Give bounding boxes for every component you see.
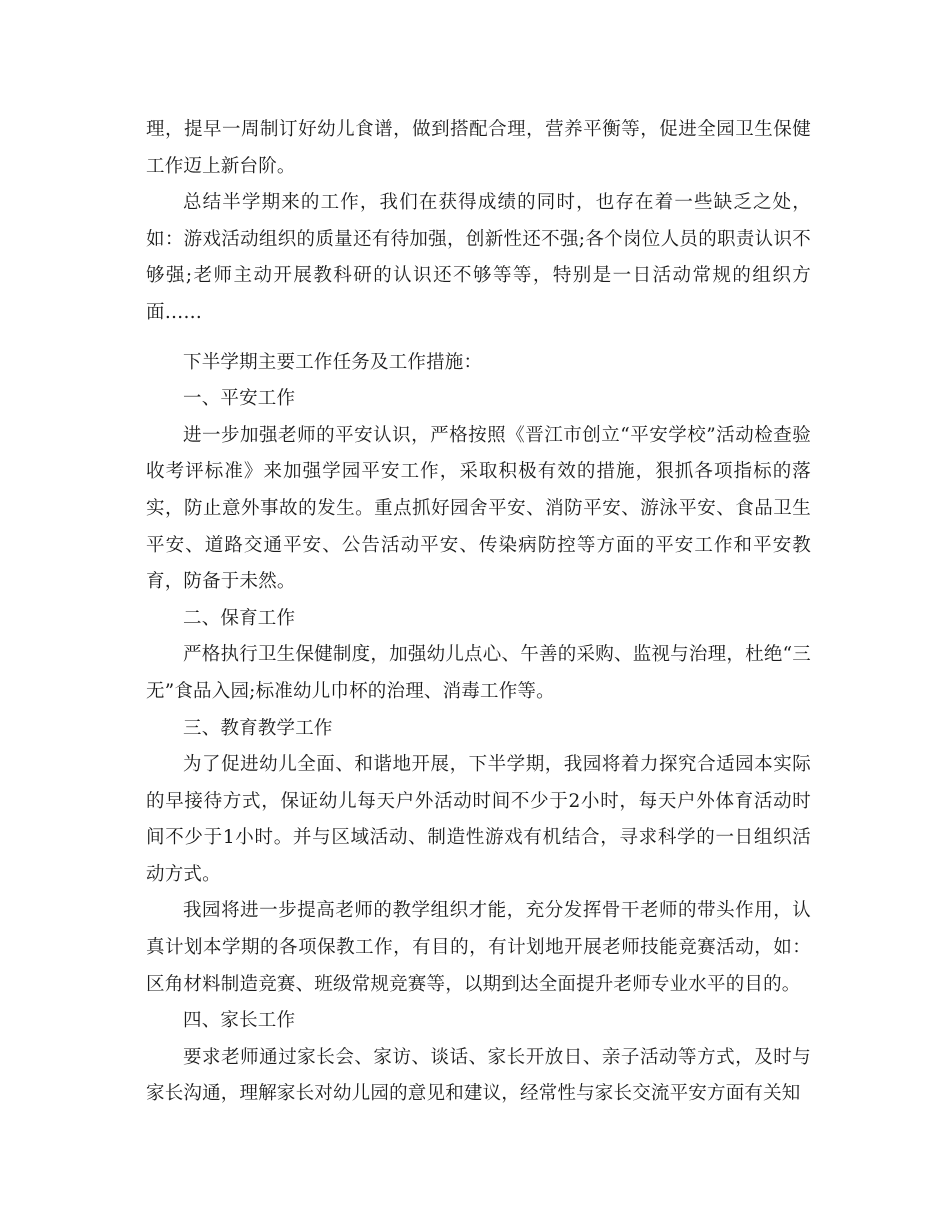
paragraph-continuation: 理，提早一周制订好幼儿食谱，做到搭配合理，营养平衡等，促进全园卫生保健工作迈上新台阶。 bbox=[146, 119, 811, 177]
section-intro: 下半学期主要工作任务及工作措施： bbox=[183, 351, 483, 373]
heading-care-work: 二、保育工作 bbox=[183, 607, 296, 629]
paragraph-care-work: 严格执行卫生保健制度，加强幼儿点心、午善的采购、监视与治理，杜绝“三无”食品入园;标准幼儿巾杯的治理、消毒工作等。 bbox=[146, 644, 811, 702]
heading-safety-work: 一、平安工作 bbox=[183, 388, 296, 410]
paragraph-teacher-skills: 我园将进一步提高老师的教学组织才能，充分发挥骨干老师的带头作用，认真计划本学期的各项保教工作，有目的，有计划地开展老师技能竞赛活动，如：区角材料制造竞赛、班级常规竞赛等，以期到达全面提升老师专业水平的目的。 bbox=[146, 900, 811, 995]
heading-teaching-work: 三、教育教学工作 bbox=[183, 717, 333, 739]
heading-parent-work: 四、家长工作 bbox=[183, 1010, 296, 1032]
paragraph-summary: 总结半学期来的工作，我们在获得成绩的同时，也存在着一些缺乏之处，如：游戏活动组织的质量还有待加强，创新性还不强;各个岗位人员的职责认识不够强;老师主动开展教科研的认识还不够等等，特别是一日活动常规的组织方面…… bbox=[146, 192, 811, 323]
paragraph-safety-work: 进一步加强老师的平安认识，严格按照《晋江市创立“平安学校”活动检查验收考评标准》来加强学园平安工作，采取积极有效的措施，狠抓各项指标的落实，防止意外事故的发生。重点抓好园舍平安、消防平安、游泳平安、食品卫生平安、道路交通平安、公告活动平安、传染病防控等方面的平安工作和平安教育，防备于未然。 bbox=[146, 424, 811, 593]
document-body bbox=[146, 112, 811, 1113]
paragraph-gap bbox=[146, 332, 811, 345]
paragraph-parent-work: 要求老师通过家长会、家访、谈话、家长开放日、亲子活动等方式，及时与家长沟通，理解家长对幼儿园的意见和建议，经常性与家长交流平安方面有关知 bbox=[146, 1046, 811, 1105]
paragraph-teaching-work: 为了促进幼儿全面、和谐地开展，下半学期，我园将着力探究合适园本实际的早接待方式，保证幼儿每天户外活动时间不少于2小时，每天户外体育活动时间不少于1小时。并与区域活动、制造性游戏有机结合，寻求科学的一日组织活动方式。 bbox=[146, 754, 811, 885]
